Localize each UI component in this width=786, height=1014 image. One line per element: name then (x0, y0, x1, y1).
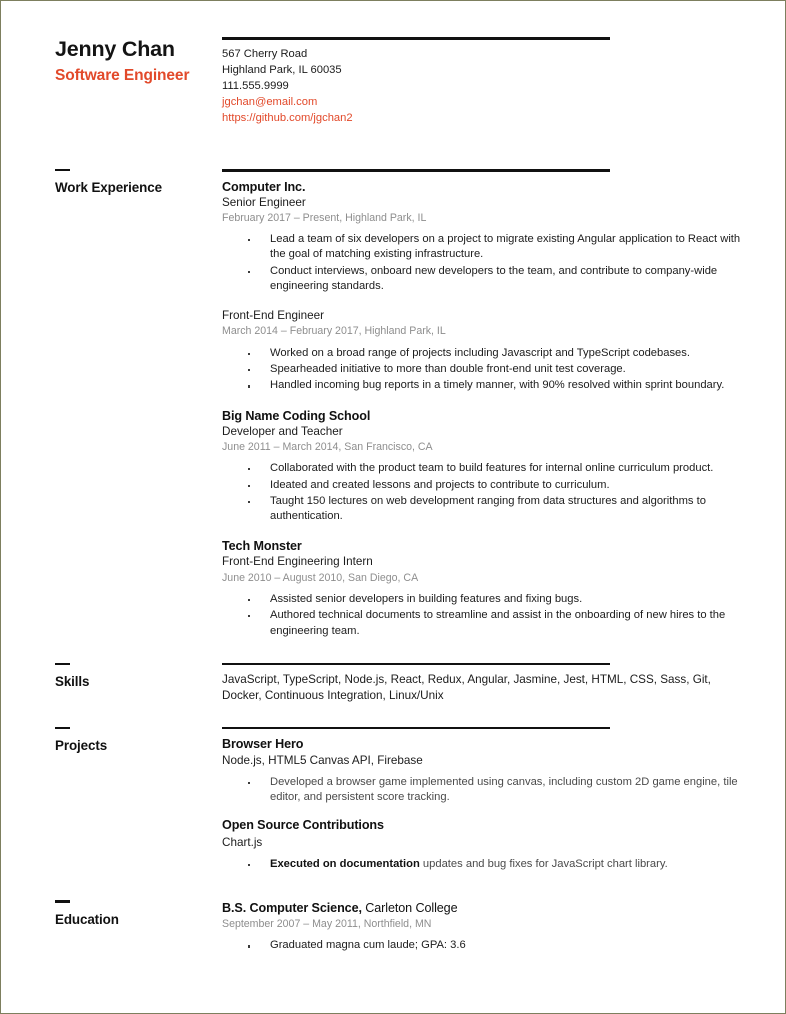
bullet-text-emphasis: Executed on documentation (270, 857, 423, 870)
bullet-item (222, 857, 755, 872)
section-dash-icon (55, 900, 70, 903)
section-dash-icon (55, 663, 70, 666)
education-bullets (222, 938, 755, 953)
project-stack: Chart.js (222, 835, 263, 849)
work-entry (222, 538, 755, 638)
work-entry-org: Computer Inc. (222, 179, 306, 194)
contact-block (222, 37, 755, 127)
contact-email-link[interactable]: jgchan@email.com (222, 95, 318, 108)
work-divider-rule (222, 169, 610, 172)
projects-label-col (55, 727, 222, 754)
education-entry (222, 900, 755, 954)
section-dash-icon (55, 169, 70, 172)
projects-divider-rule (222, 727, 610, 729)
project-stack: Node.js, HTML5 Canvas API, Firebase (222, 753, 423, 767)
education-body (222, 900, 755, 955)
bullet-item: Collaborated with the product team to build features for internal online curriculum product. (222, 461, 755, 476)
work-entry (222, 308, 755, 393)
bullet-item: Taught 150 lectures on web development ranging from data structures and algorithms to authentication. (222, 494, 755, 525)
entry-spacer (222, 295, 755, 308)
bullet-item: Ideated and created lessons and projects to contribute to curriculum. (222, 478, 755, 493)
education-school: Carleton College (361, 901, 458, 916)
entry-spacer (222, 806, 755, 817)
bullet-item: Lead a team of six developers on a project to migrate existing Angular application to React with the goal of matching existing infrastructure. (222, 232, 755, 263)
resume-content (55, 37, 755, 1013)
header-divider-rule (222, 37, 610, 40)
project-title: Browser Hero (222, 736, 304, 751)
work-entry-bullets (222, 461, 755, 524)
contact-website-link[interactable]: https://github.com/jgchan2 (222, 111, 353, 124)
header-identity (55, 37, 222, 85)
education-label-col (55, 900, 222, 927)
project-title: Open Source Contributions (222, 818, 384, 833)
skills-list-text: JavaScript, TypeScript, Node.js, React, Redux, Angular, Jasmine, Jest, HTML, CSS, Sass, Git, Docker, Continuous Integration, Linux/Unix (222, 672, 711, 703)
header-section (55, 37, 755, 127)
contact-city-state-zip: Highland Park, IL 60035 (222, 63, 342, 76)
work-entry-role: Front-End Engineer (222, 309, 324, 323)
work-entry-role: Senior Engineer (222, 195, 306, 209)
bullet-item: Graduated magna cum laude; GPA: 3.6 (222, 938, 755, 953)
bullet-item: Authored technical documents to streamline and assist in the onboarding of new hires to the engineering team. (222, 608, 755, 639)
bullet-item: Conduct interviews, onboard new developers to the team, and contribute to company-wide engineering standards. (222, 264, 755, 295)
contact-street: 567 Cherry Road (222, 48, 308, 60)
work-entry-meta: March 2014 – February 2017, Highland Park, IL (222, 325, 446, 338)
bullet-item: Assisted senior developers in building features and fixing bugs. (222, 592, 755, 607)
work-experience-section (55, 169, 755, 640)
skills-label-col (55, 663, 222, 690)
section-label-projects: Projects (55, 738, 108, 754)
project-entry (222, 817, 755, 872)
work-entry (222, 408, 755, 525)
entry-spacer (222, 525, 755, 538)
project-bullets (222, 857, 755, 872)
section-dash-icon (55, 727, 70, 730)
work-entry-bullets (222, 592, 755, 639)
section-label-education: Education (55, 911, 119, 927)
skills-divider-rule (222, 663, 610, 665)
work-experience-label-col (55, 169, 222, 196)
entry-spacer (222, 395, 755, 408)
section-label-skills: Skills (55, 674, 90, 690)
bullet-item: Spearheaded initiative to more than double front-end unit test coverage. (222, 362, 755, 377)
projects-entries (222, 727, 755, 873)
work-entry (222, 179, 755, 295)
section-label-work-experience: Work Experience (55, 180, 162, 196)
education-degree-bold: B.S. Computer Science, (222, 901, 362, 916)
work-experience-entries (222, 169, 755, 640)
education-section (55, 900, 755, 955)
bullet-item: Handled incoming bug reports in a timely manner, with 90% resolved within sprint boundary. (222, 378, 755, 393)
work-entry-role: Front-End Engineering Intern (222, 555, 373, 569)
education-meta: September 2007 – May 2011, Northfield, MN (222, 918, 432, 931)
skills-body (222, 663, 755, 705)
project-bullets (222, 775, 755, 806)
bullet-item (222, 775, 755, 806)
work-entry-role: Developer and Teacher (222, 424, 343, 438)
bullet-text: Developed a browser game implemented using canvas, including custom 2D game engine, tile editor, and persistent score tracking. (270, 775, 738, 804)
work-entry-meta: February 2017 – Present, Highland Park, IL (222, 211, 427, 224)
bullet-text: updates and bug fixes for JavaScript chart library. (422, 857, 668, 870)
bullet-item: Worked on a broad range of projects including Javascript and TypeScript codebases. (222, 346, 755, 361)
work-entry-bullets (222, 346, 755, 394)
project-entry (222, 736, 755, 806)
projects-section (55, 727, 755, 873)
page-title: Jenny Chan (55, 37, 175, 61)
work-entry-meta: June 2010 – August 2010, San Diego, CA (222, 571, 419, 584)
work-entry-org: Tech Monster (222, 539, 302, 554)
contact-phone: 111.555.9999 (222, 79, 289, 92)
job-title-subheading: Software Engineer (55, 66, 190, 84)
skills-section (55, 663, 755, 705)
education-degree (222, 900, 755, 916)
work-entry-meta: June 2011 – March 2014, San Francisco, CA (222, 440, 433, 453)
work-entry-org: Big Name Coding School (222, 408, 371, 423)
work-entry-bullets (222, 232, 755, 294)
